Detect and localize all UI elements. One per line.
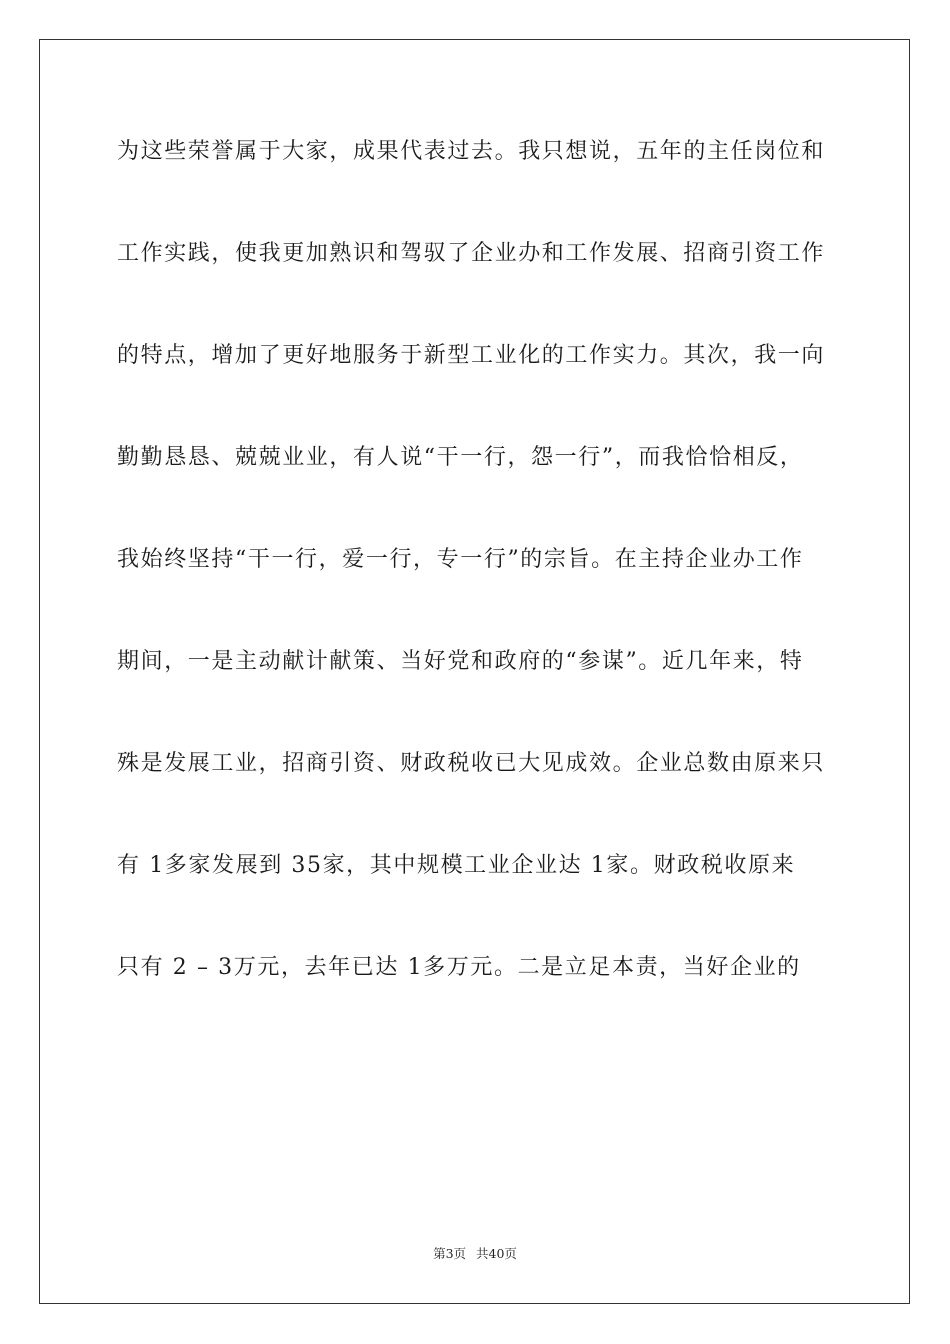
text-line: 期间，一是主动献计献策、当好党和政府的“参谋”。近几年来，特 xyxy=(117,649,804,674)
page-total: 共40页 xyxy=(476,1246,517,1261)
text-line: 我始终坚持“干一行，爱一行，专一行”的宗旨。在主持企业办工作 xyxy=(117,547,804,572)
text-line: 的特点，增加了更好地服务于新型工业化的工作实力。其次，我一向 xyxy=(117,343,826,368)
page-footer xyxy=(0,1244,950,1262)
text-line: 勤勤恳恳、兢兢业业，有人说“干一行，怨一行”，而我恰恰相反， xyxy=(117,445,804,470)
text-line: 只有 2 – 3万元，去年已达 1多万元。二是立足本责，当好企业的 xyxy=(117,955,801,980)
text-line: 为这些荣誉属于大家，成果代表过去。我只想说，五年的主任岗位和 xyxy=(117,139,826,164)
body-text xyxy=(117,134,832,1052)
text-line: 殊是发展工业，招商引资、财政税收已大见成效。企业总数由原来只 xyxy=(117,751,826,776)
text-line: 工作实践，使我更加熟识和驾驭了企业办和工作发展、招商引资工作 xyxy=(117,241,826,266)
page-number: 第3页 xyxy=(433,1246,467,1261)
text-line: 有 1多家发展到 35家，其中规模工业企业达 1家。财政税收原来 xyxy=(117,853,796,878)
